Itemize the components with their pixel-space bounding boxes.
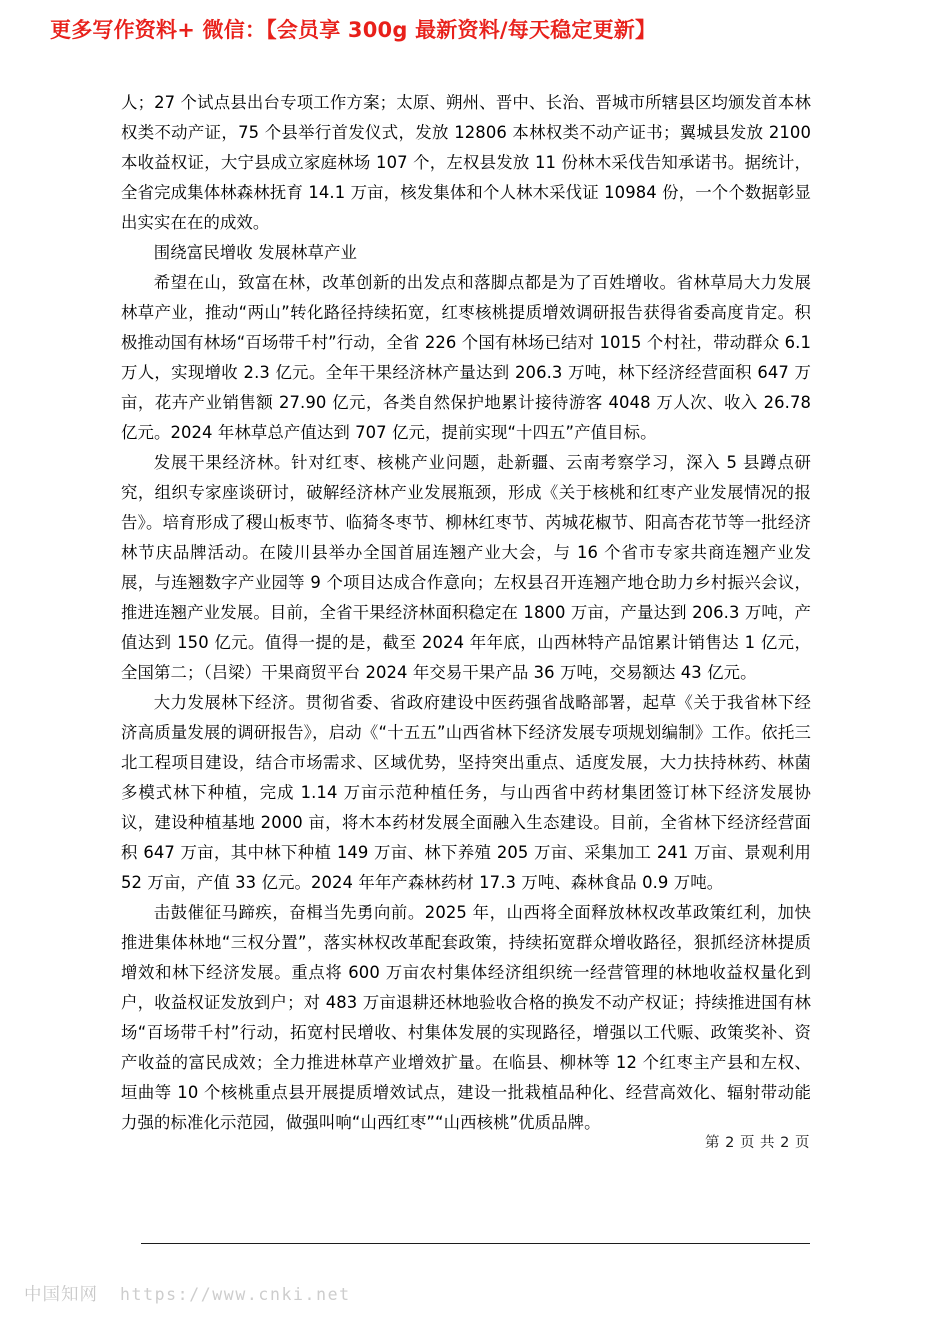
paragraph-overview: 希望在山，致富在林，改革创新的出发点和落脚点都是为了百姓增收。省林草局大力发展林草产业，推动“两山”转化路径持续拓宽，红枣核桃提质增效调研报告获得省委高度肯定。积极推动国有林场“百场带千村”行动，全省 226 个国有林场已结对 1015 个村社，带动群众 6.1 万人，实现增收 2.3 亿元。全年干果经济林产量达到 206.3 万吨，林下经济经营面积 647 万亩，花卉产业销售额 27.90 亿元，各类自然保护地累计接待游客 4048 万人次、收入 26.78 亿元。2024 年林草总产值达到 707 亿元，提前实现“十四五”产值目标。 [121,273,811,442]
promo-header-text: 更多写作资料+ 微信：【会员享 300g 最新资料/每天稳定更新】 [50,17,657,42]
cnki-url-text: https://www.cnki.net [120,1285,351,1304]
paragraph-outlook-2025: 击鼓催征马蹄疾，奋楫当先勇向前。2025 年，山西将全面释放林权改革政策红利，加快推进集体林地“三权分置”，落实林权改革配套政策，持续拓宽群众增收路径，狠抓经济林提质增效和林下经济发展。重点将 600 万亩农村集体经济组织统一经营管理的林地收益权量化到户，收益权证发放到户；对 483 万亩退耕还林地验收合格的换发不动产权证；持续推进国有林场“百场带千村”行动，拓宽村民增收、村集体发展的实现路径，增强以工代赈、政策奖补、资产收益的富民成效；全力推进林草产业增效扩量。在临县、柳林等 12 个红枣主产县和左权、垣曲等 10 个核桃重点县开展提质增效试点，建设一批栽植品种化、经营高效化、辐射带动能力强的标准化示范园，做强叫响“山西红枣”“山西核桃”优质品牌。 [121,903,811,1132]
cnki-watermark [24,1281,351,1306]
paragraph-dry-fruit-economy: 发展干果经济林。针对红枣、核桃产业问题，赴新疆、云南考察学习，深入 5 县蹲点研究，组织专家座谈研讨，破解经济林产业发展瓶颈，形成《关于核桃和红枣产业发展情况的报告》。培育形成了稷山板枣节、临猗冬枣节、柳林红枣节、芮城花椒节、阳高杏花节等一批经济林节庆品牌活动。在陵川县举办全国首届连翘产业大会，与 16 个省市专家共商连翘产业发展，与连翘数字产业园等 9 个项目达成合作意向；左权县召开连翘产地仓助力乡村振兴会议，推进连翘产业发展。目前，全省干果经济林面积稳定在 1800 万亩，产量达到 206.3 万吨，产值达到 150 亿元。值得一提的是，截至 2024 年年底，山西林特产品馆累计销售达 1 亿元，全国第二；（吕梁）干果商贸平台 2024 年交易干果产品 36 万吨，交易额达 43 亿元。 [121,453,811,682]
cnki-logo-text: 中国知网 [24,1285,98,1305]
bottom-divider [141,1243,810,1244]
document-body [121,88,811,1138]
paragraph-continuation: 人；27 个试点县出台专项工作方案；太原、朔州、晋中、长治、晋城市所辖县区均颁发首本林权类不动产证，75 个县举行首发仪式，发放 12806 本林权类不动产证书；翼城县发放 2100 本收益权证，大宁县成立家庭林场 107 个，左权县发放 11 份林木采伐告知承诺书。据统计，全省完成集体林森林抚育 14.1 万亩，核发集体和个人林木采伐证 10984 份，一个个数据彰显出实实在在的成效。 [121,93,811,232]
section-heading: 围绕富民增收 发展林草产业 [153,243,357,262]
paragraph-understory-economy: 大力发展林下经济。贯彻省委、省政府建设中医药强省战略部署，起草《关于我省林下经济高质量发展的调研报告》，启动《“十五五”山西省林下经济发展专项规划编制》工作。依托三北工程项目建设，结合市场需求、区域优势，坚持突出重点、适度发展，大力扶持林药、林菌多模式林下种植，完成 1.14 万亩示范种植任务，与山西省中药材集团签订林下经济发展协议，建设种植基地 2000 亩，将木本药材发展全面融入生态建设。目前，全省林下经济经营面积 647 万亩，其中林下种植 149 万亩、林下养殖 205 万亩、采集加工 241 万亩、景观利用 52 万亩，产值 33 亿元。2024 年年产森林药材 17.3 万吨、森林食品 0.9 万吨。 [121,693,811,892]
page-number: 第 2 页 共 2 页 [705,1135,810,1151]
promo-header [50,13,910,47]
page-footer [0,1131,950,1152]
